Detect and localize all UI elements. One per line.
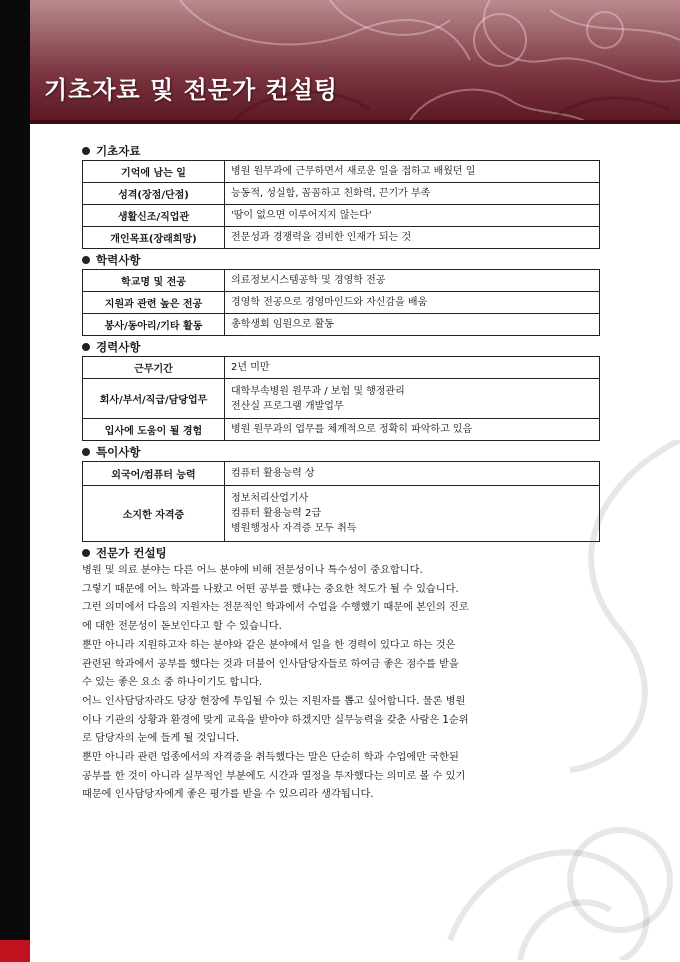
consulting-paragraph <box>82 562 600 805</box>
paragraph-line: 뿐만 아니라 관련 업종에서의 자격증을 취득했다는 말은 단순히 학과 수업에만 국한된 <box>82 752 459 764</box>
left-side-bar <box>0 0 30 962</box>
paragraph-line: 수 있는 좋은 요소 중 하나이기도 합니다. <box>82 677 263 689</box>
section-title: 전문가 컨설팅 <box>96 546 167 560</box>
content-area <box>82 140 600 805</box>
bullet-icon <box>82 256 90 264</box>
row-value: 2년 미만 <box>225 357 600 379</box>
paragraph-line: 어느 인사담당자라도 당장 현장에 투입될 수 있는 지원자를 뽑고 싶어합니다. 물론 병원 <box>82 695 466 707</box>
section-title: 경력사항 <box>96 340 141 354</box>
table-row <box>83 379 600 419</box>
paragraph-line: 병원 및 의료 분야는 다른 어느 분야에 비해 전문성이나 특수성이 중요합니다. <box>82 565 423 576</box>
paragraph-line: 공부를 한 것이 아니라 실무적인 부분에도 시간과 열정을 투자했다는 의미로 볼 수 있기 <box>82 770 466 782</box>
paragraph-line: 이나 기관의 상황과 환경에 맞게 교육을 받아야 하겠지만 실무능력을 갖춘 사람은 1순위 <box>82 714 469 726</box>
section-heading-basic <box>82 142 600 160</box>
table-row <box>83 270 600 292</box>
row-key: 입사에 도움이 될 경험 <box>83 419 225 441</box>
row-key: 기억에 남는 일 <box>83 161 225 183</box>
row-value: 병원 원무과의 업무를 체계적으로 정확히 파악하고 있음 <box>225 419 600 441</box>
row-key: 학교명 및 전공 <box>83 270 225 292</box>
table-row <box>83 486 600 542</box>
bullet-icon <box>82 343 90 351</box>
table-row <box>83 161 600 183</box>
bullet-icon <box>82 448 90 456</box>
bullet-icon <box>82 549 90 557</box>
paragraph-line: 관련된 학과에서 공부를 했다는 것과 더불어 인사담당자들로 하여금 좋은 점수를 받을 <box>82 658 459 670</box>
row-value: 능동적, 성실함, 꼼꼼하고 친화력, 끈기가 부족 <box>225 183 600 205</box>
paragraph-line: 때문에 인사담당자에게 좋은 평가를 받을 수 있으리라 생각됩니다. <box>82 789 374 801</box>
section-heading-special <box>82 443 600 461</box>
section-title: 기초자료 <box>96 144 141 158</box>
row-value: 컴퓨터 활용능력 상 <box>225 462 600 486</box>
bullet-icon <box>82 147 90 155</box>
section-title: 특이사항 <box>96 445 141 459</box>
row-key: 생활신조/직업관 <box>83 205 225 227</box>
header-banner <box>30 0 680 124</box>
row-key: 회사/부서/직급/담당업무 <box>83 379 225 419</box>
row-key: 개인목표(장래희망) <box>83 227 225 249</box>
table-row <box>83 357 600 379</box>
paragraph-line: 그렇기 때문에 어느 학과를 나왔고 어떤 공부를 했냐는 중요한 척도가 될 수 있습니다. <box>82 583 459 595</box>
row-value: 의료정보시스템공학 및 경영학 전공 <box>225 270 600 292</box>
table-row <box>83 292 600 314</box>
table-row <box>83 227 600 249</box>
row-value: '땀이 없으면 이루어지지 않는다' <box>225 205 600 227</box>
table-row <box>83 462 600 486</box>
row-key: 소지한 자격증 <box>83 486 225 542</box>
basic-info-table <box>82 160 600 249</box>
row-key: 지원과 관련 높은 전공 <box>83 292 225 314</box>
row-value: 경영학 전공으로 경영마인드와 자신감을 배움 <box>225 292 600 314</box>
special-table <box>82 461 600 542</box>
row-key: 성격(장점/단점) <box>83 183 225 205</box>
section-heading-education <box>82 251 600 269</box>
table-row <box>83 183 600 205</box>
section-title: 학력사항 <box>96 253 141 267</box>
row-key: 근무기간 <box>83 357 225 379</box>
paragraph-line: 그런 의미에서 다음의 지원자는 전문적인 학과에서 수업을 수행했기 때문에 본인의 진로 <box>82 602 469 614</box>
section-heading-consulting <box>82 544 600 562</box>
row-key: 봉사/동아리/기타 활동 <box>83 314 225 336</box>
left-bar-red-accent <box>0 940 30 962</box>
table-row <box>83 419 600 441</box>
row-value: 병원 원무과에 근무하면서 새로운 일을 접하고 배웠던 일 <box>225 161 600 183</box>
section-heading-career <box>82 338 600 356</box>
table-row <box>83 314 600 336</box>
row-value: 대학부속병원 원무과 / 보험 및 행정관리 전산실 프로그램 개발업무 <box>225 379 600 419</box>
row-key: 외국어/컴퓨터 능력 <box>83 462 225 486</box>
row-value: 정보처리산업기사 컴퓨터 활용능력 2급 병원행정사 자격증 모두 취득 <box>225 486 600 542</box>
career-table <box>82 356 600 441</box>
header-bottom-border <box>30 120 680 124</box>
row-value: 전문성과 경쟁력을 겸비한 인재가 되는 것 <box>225 227 600 249</box>
paragraph-line: 로 담당자의 눈에 들게 될 것입니다. <box>82 733 240 745</box>
row-value: 총학생회 임원으로 활동 <box>225 314 600 336</box>
paragraph-line: 에 대한 전문성이 돋보인다고 할 수 있습니다. <box>82 621 282 633</box>
header-swirl-ornament <box>30 0 680 124</box>
education-table <box>82 269 600 336</box>
page-title: 기초자료 및 전문가 컨설팅 <box>44 76 339 104</box>
table-row <box>83 205 600 227</box>
paragraph-line: 뿐만 아니라 지원하고자 하는 분야와 같은 분야에서 일을 한 경력이 있다고 하는 것은 <box>82 639 456 651</box>
